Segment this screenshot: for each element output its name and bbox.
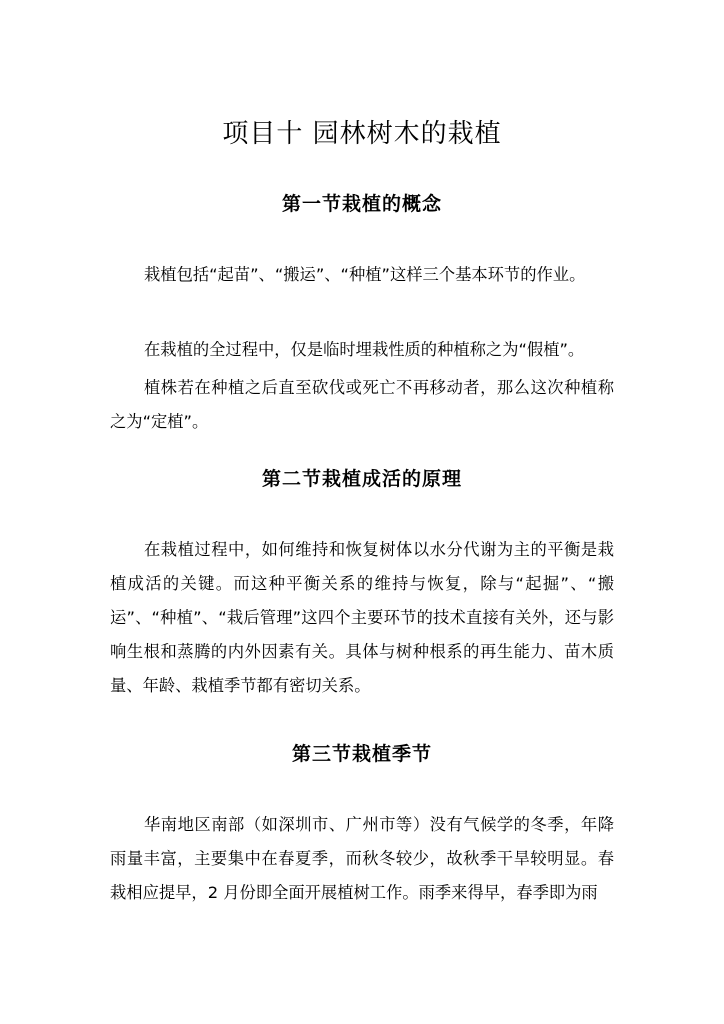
section-1-paragraph-1: 栽植包括“起苗”、“搬运”、“种植”这样三个基本环节的作业。 [144,265,586,284]
section-heading-3: 第三节栽植季节 [291,743,432,765]
document-title: 项目十 园林树木的栽植 [222,119,502,149]
section-3-paragraph-1: 华南地区南部（如深圳市、广州市等）没有气候学的冬季，年降雨量丰富，主要集中在春夏季，而秋冬较少，故秋季干旱较明显。春栽相应提早，2 月份即全面开展植树工作。雨季来得早，春季即为雨 [110,815,614,902]
section-1-paragraph-2: 在栽植的全过程中，仅是临时埋栽性质的种植称之为“假植”。 [144,340,585,359]
section-2-paragraph-1: 在栽植过程中，如何维持和恢复树体以水分代谢为主的平衡是栽植成活的关键。而这种平衡关系的维持与恢复，除与“起掘”、“搬运”、“种植”、“栽后管理”这四个主要环节的技术直接有关外，还与影响生根和蒸腾的内外因素有关。具体与树种根系的再生能力、苗木质量、年龄、栽植季节都有密切关系。 [110,540,614,695]
section-heading-2: 第二节栽植成活的原理 [261,468,462,490]
section-1-paragraph-3: 植株若在种植之后直至砍伐或死亡不再移动者，那么这次种植称之为“定植”。 [110,378,614,431]
section-heading-1: 第一节栽植的概念 [281,193,442,215]
